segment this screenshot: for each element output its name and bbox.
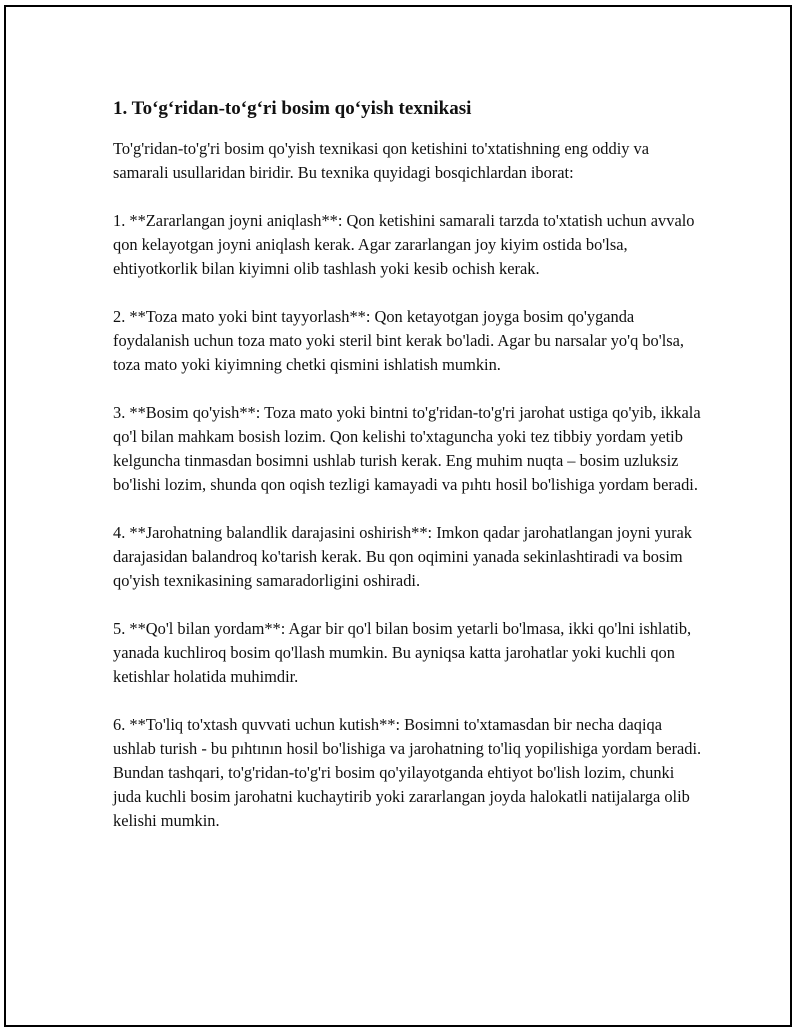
step-paragraph-3: 3. **Bosim qo'yish**: Toza mato yoki bintni to'g'ridan-to'g'ri jarohat ustiga qo'yib, ikkala qo'l bilan mahkam bosish lozim. Qon kelishi to'xtaguncha yoki tez tibbiy yordam yetib kelguncha tinmasdan bosimni ushlab turish kerak. Eng muhim nuqta – bosim uzluksiz bo'lishi lozim, shunda qon oqish tezligi kamayadi va pıhtı hosil bo'lishiga yordam beradi. (113, 403, 701, 494)
document-title: 1. To‘g‘ridan-to‘g‘ri bosim qo‘yish texnikasi (113, 98, 472, 119)
step-paragraph-4: 4. **Jarohatning balandlik darajasini oshirish**: Imkon qadar jarohatlangan joyni yurak darajasidan balandroq ko'tarish kerak. Bu qon oqimini yanada sekinlashtiradi va bosim qo'yish texnikasining samaradorligini oshiradi. (113, 523, 692, 590)
step-paragraph-6: 6. **To'liq to'xtash quvvati uchun kutish**: Bosimni to'xtamasdan bir necha daqiqa ushlab turish - bu pıhtının hosil bo'lishiga va jarohatning to'liq yopilishiga yordam beradi. Bundan tashqari, to'g'ridan-to'g'ri bosim qo'yilayotganda ehtiyot bo'lish lozim, chunki juda kuchli bosim jarohatni kuchaytirib yoki zararlangan joyda halokatli natijalarga olib kelishi mumkin. (113, 715, 702, 830)
step-paragraph-1: 1. **Zararlangan joyni aniqlash**: Qon ketishini samarali tarzda to'xtatish uchun avvalo qon kelayotgan joyni aniqlash kerak. Agar zararlangan joy kiyim ostida bo'lsa, ehtiyotkorlik bilan kiyimni olib tashlash yoki kesib ochish kerak. (113, 211, 695, 278)
step-paragraph-2: 2. **Toza mato yoki bint tayyorlash**: Qon ketayotgan joyga bosim qo'yganda foydalanish uchun toza mato yoki steril bint kerak bo'ladi. Agar bu narsalar yo'q bo'lsa, toza mato yoki kiyimning chetki qismini ishlatish mumkin. (113, 307, 685, 374)
step-paragraph-5: 5. **Qo'l bilan yordam**: Agar bir qo'l bilan bosim yetarli bo'lmasa, ikki qo'lni ishlatib, yanada kuchliroq bosim qo'llash mumkin. Bu ayniqsa katta jarohatlar yoki kuchli qon ketishlar holatida muhimdir. (113, 619, 692, 686)
intro-paragraph: To'g'ridan-to'g'ri bosim qo'yish texnikasi qon ketishini to'xtatishning eng oddiy va samarali usullaridan biridir. Bu texnika quyidagi bosqichlardan iborat: (113, 139, 650, 182)
document-body (113, 97, 703, 857)
